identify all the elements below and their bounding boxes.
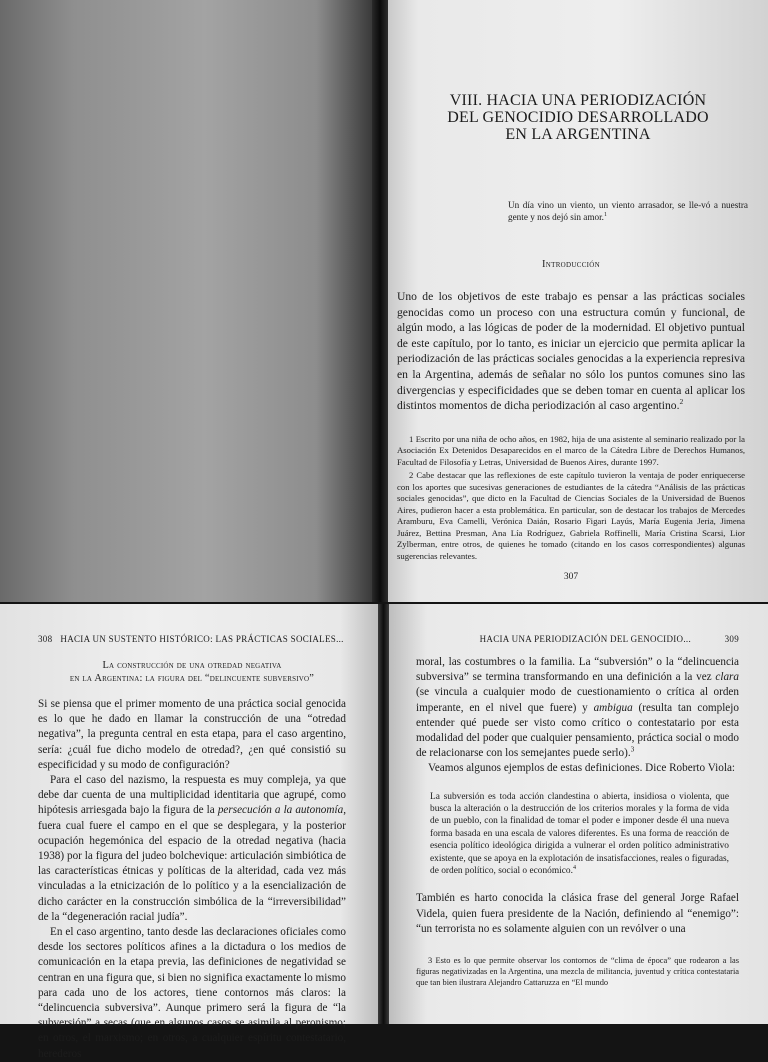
page-number: 307: [563, 572, 579, 583]
right-body-text: [416, 655, 739, 988]
footnote-3: 3 Esto es lo que permite observar los contornos de “clima de época” que rodearon a las figuras negativizadas en la Argentina, una mezcla de militancia, juventud y crítica contestataria que tan bien ilustrara Alejandro Cattaruzza en “El mundo: [416, 956, 739, 988]
right-p1-b: (se vincula a cualquier modo de cuestionamiento o crítica al orden imperante, en el nivel que fuere) y: [416, 686, 739, 714]
left-paragraph-3: En el caso argentino, tanto desde las declaraciones oficiales como desde los sectores políticos afines a la dictadura o los medios de comunicación en la etapa previa, las definiciones de negatividad se centran en una figura que, si bien no significa exactamente lo mismo para cada uno de los actores, tiene contornos más claros: la “delincuencia subversiva”. Aunque primero será la figura de “la subversión” a secas (que en algunos casos se asimila al peronismo; en otros, el marxismo; en otros, a cualquier espíritu contestatario, herederos: [38, 926, 346, 1060]
running-head-right-text: HACIA UNA PERIODIZACIÓN DEL GENOCIDIO...: [479, 634, 691, 644]
page-number-right: 309: [724, 634, 739, 644]
intro-paragraph-text: Uno de los objetivos de este trabajo es pensar a las prácticas sociales genocidas como un proceso con una estructura común y funcional, de algún modo, a las lógicas de poder de la modernidad. El objetivo puntual de este capítulo, por lo tanto, es iniciar un ejercicio que permita aplicar la periodización de las prácticas sociales genocidas a la experiencia represiva en la Argentina, además de señalar no sólo los puntos comunes sino las divergencias y especificidades que se deben tomar en cuenta al aplicar los distintos momentos de dicha periodización al caso argentino.: [397, 290, 745, 413]
left-paragraph-2-a: Para el caso del nazismo, la respuesta es muy compleja, ya que debe dar cuenta de una multiplicidad identitaria que agrupé, como hipótesis arriesgada bajo la figura de la: [38, 774, 346, 817]
section-title-line-1: La construcción de una otredad negativa: [102, 660, 282, 671]
footnote-2: 2 Cabe destacar que las reflexiones de este capítulo tuvieron la ventaja de poder enriquecerse con los aportes que sucesivas generaciones de estudiantes de la cátedra “Análisis de las prácticas sociales genocidas”, que dicto en la Facultad de Ciencias Sociales de la Universidad de Buenos Aires, pudieron hacer a esta problemática. En particular, son de destacar los trabajos de Mercedes Aramburu, Eva Camelli, Verónica Daián, Rosario Figari Layús, María Eugenia Jeria, Jimena Juárez, Bettina Presman, Ana Lía Rodríguez, Gabriela Roffinelli, María Cristina Scarsi, Lior Zylberman, entre otros, de quienes he tomado (citando en los casos correspondientes) algunas sugerencias relevantes.: [397, 470, 745, 561]
section-title: [38, 660, 346, 685]
block-quote-text: La subversión es toda acción clandestina o abierta, insidiosa o violenta, que busca la alteración o la destrucción de los criterios morales y la forma de vida de un pueblo, con la finalidad de tomar el poder e imponer desde él una nueva forma basada en una escala de valores diferentes. Es una forma de reacción de esencia político ideológica dirigida a vulnerar el orden político administrativo existente, que se apoya en la explotación de insatisfacciones, reales o figuradas, de orden político, social o económico.: [430, 791, 729, 877]
book-gutter: [372, 0, 388, 602]
chapter-title-line-2: DEL GENOCIDIO DESARROLLADO: [447, 109, 709, 126]
bottom-spread: [0, 604, 768, 1060]
quote-note-ref: 4: [572, 864, 576, 871]
section-heading: Introducción: [541, 259, 601, 270]
block-quote: [430, 791, 729, 878]
section-title-line-2: en la Argentina: la figura del “delincuente subversivo”: [69, 672, 315, 684]
blank-left-page: [0, 0, 372, 602]
page-309: [389, 604, 768, 1024]
right-p1-note-ref: 3: [630, 745, 635, 754]
epigraph-note-ref: 1: [603, 211, 607, 218]
chapter-title: [411, 92, 745, 143]
page-307: [388, 0, 768, 602]
page-308: [0, 604, 378, 1060]
page-number-left: 308: [38, 634, 53, 644]
epigraph: [508, 199, 748, 223]
chapter-title-line-1: VIII. HACIA UNA PERIODIZACIÓN: [449, 92, 707, 109]
book-gutter-bottom: [378, 604, 389, 1024]
right-p1-italic-1: clara: [715, 671, 739, 684]
intro-note-ref: 2: [679, 397, 684, 407]
chapter-title-line-3: EN LA ARGENTINA: [505, 126, 651, 143]
right-p1-a: moral, las costumbres o la familia. La “subversión” o la “delincuencia subversiva” se termina transformando en una definición a la vez: [416, 656, 739, 684]
right-paragraph-1: [416, 655, 739, 761]
running-head-right: [416, 634, 739, 644]
running-head-left-text: HACIA UN SUSTENTO HISTÓRICO: LAS PRÁCTICAS SOCIALES...: [60, 634, 344, 644]
left-body-text: [38, 697, 346, 1062]
left-paragraph-1: Si se piensa que el primer momento de una práctica social genocida es lo que he dado en llamar la construcción de una “otredad negativa”, la pregunta central en esta etapa, para el caso argentino, sería: ¿cuál fue dicho modelo de otredad?, ¿en qué consistió su especificidad y su modo de configuración?: [38, 698, 346, 771]
left-paragraph-2-b: , fuera cual fuere el campo en el que se desplegara, y la posterior ocupación hegemónica del espacio de la otredad negativa (hacia 1938) por la figura del judeo bolchevique: articulación simbiótica de las características étnicas y políticas de la alteridad, cada vez más vinculadas a la etnicización de lo político y a la esencialización de dicho carácter en la construcción simbólica de la “irreversibilidad” de la “degeneración racial judía”.: [38, 804, 346, 923]
right-p1-italic-2: ambigua: [593, 701, 633, 714]
right-paragraph-3: También es harto conocida la clásica frase del general Jorge Rafael Videla, quien fuera presidente de la Nación, definiendo al “enemigo”: “un terrorista no es solamente alguien con un revólver o una: [416, 892, 739, 935]
right-p1-c: (resulta tan complejo entender qué puede ser visto como crítico o contestatario por esta modalidad del poder que cualquier pensamiento, práctica social o modo de relacionarse con los semejantes puede serlo).: [416, 701, 739, 760]
footnote-1: 1 Escrito por una niña de ocho años, en 1982, hija de una asistente al seminario realizado por la Asociación Ex Detenidos Desaparecidos en el marco de la Cátedra Libre de Derechos Humanos, Facultad de Filosofía y Letras, Universidad de Buenos Aires, durante 1997.: [397, 433, 745, 467]
left-paragraph-2: [38, 773, 346, 925]
running-head-left: [38, 634, 346, 644]
epigraph-text: Un día vino un viento, un viento arrasador, se lle-vó a nuestra gente y nos dejó sin amor.: [508, 200, 748, 222]
right-paragraph-2: Veamos algunos ejemplos de estas definiciones. Dice Roberto Viola:: [428, 762, 736, 775]
left-paragraph-2-italic: persecución a la autonomía: [217, 804, 344, 817]
intro-paragraph: [397, 289, 745, 414]
